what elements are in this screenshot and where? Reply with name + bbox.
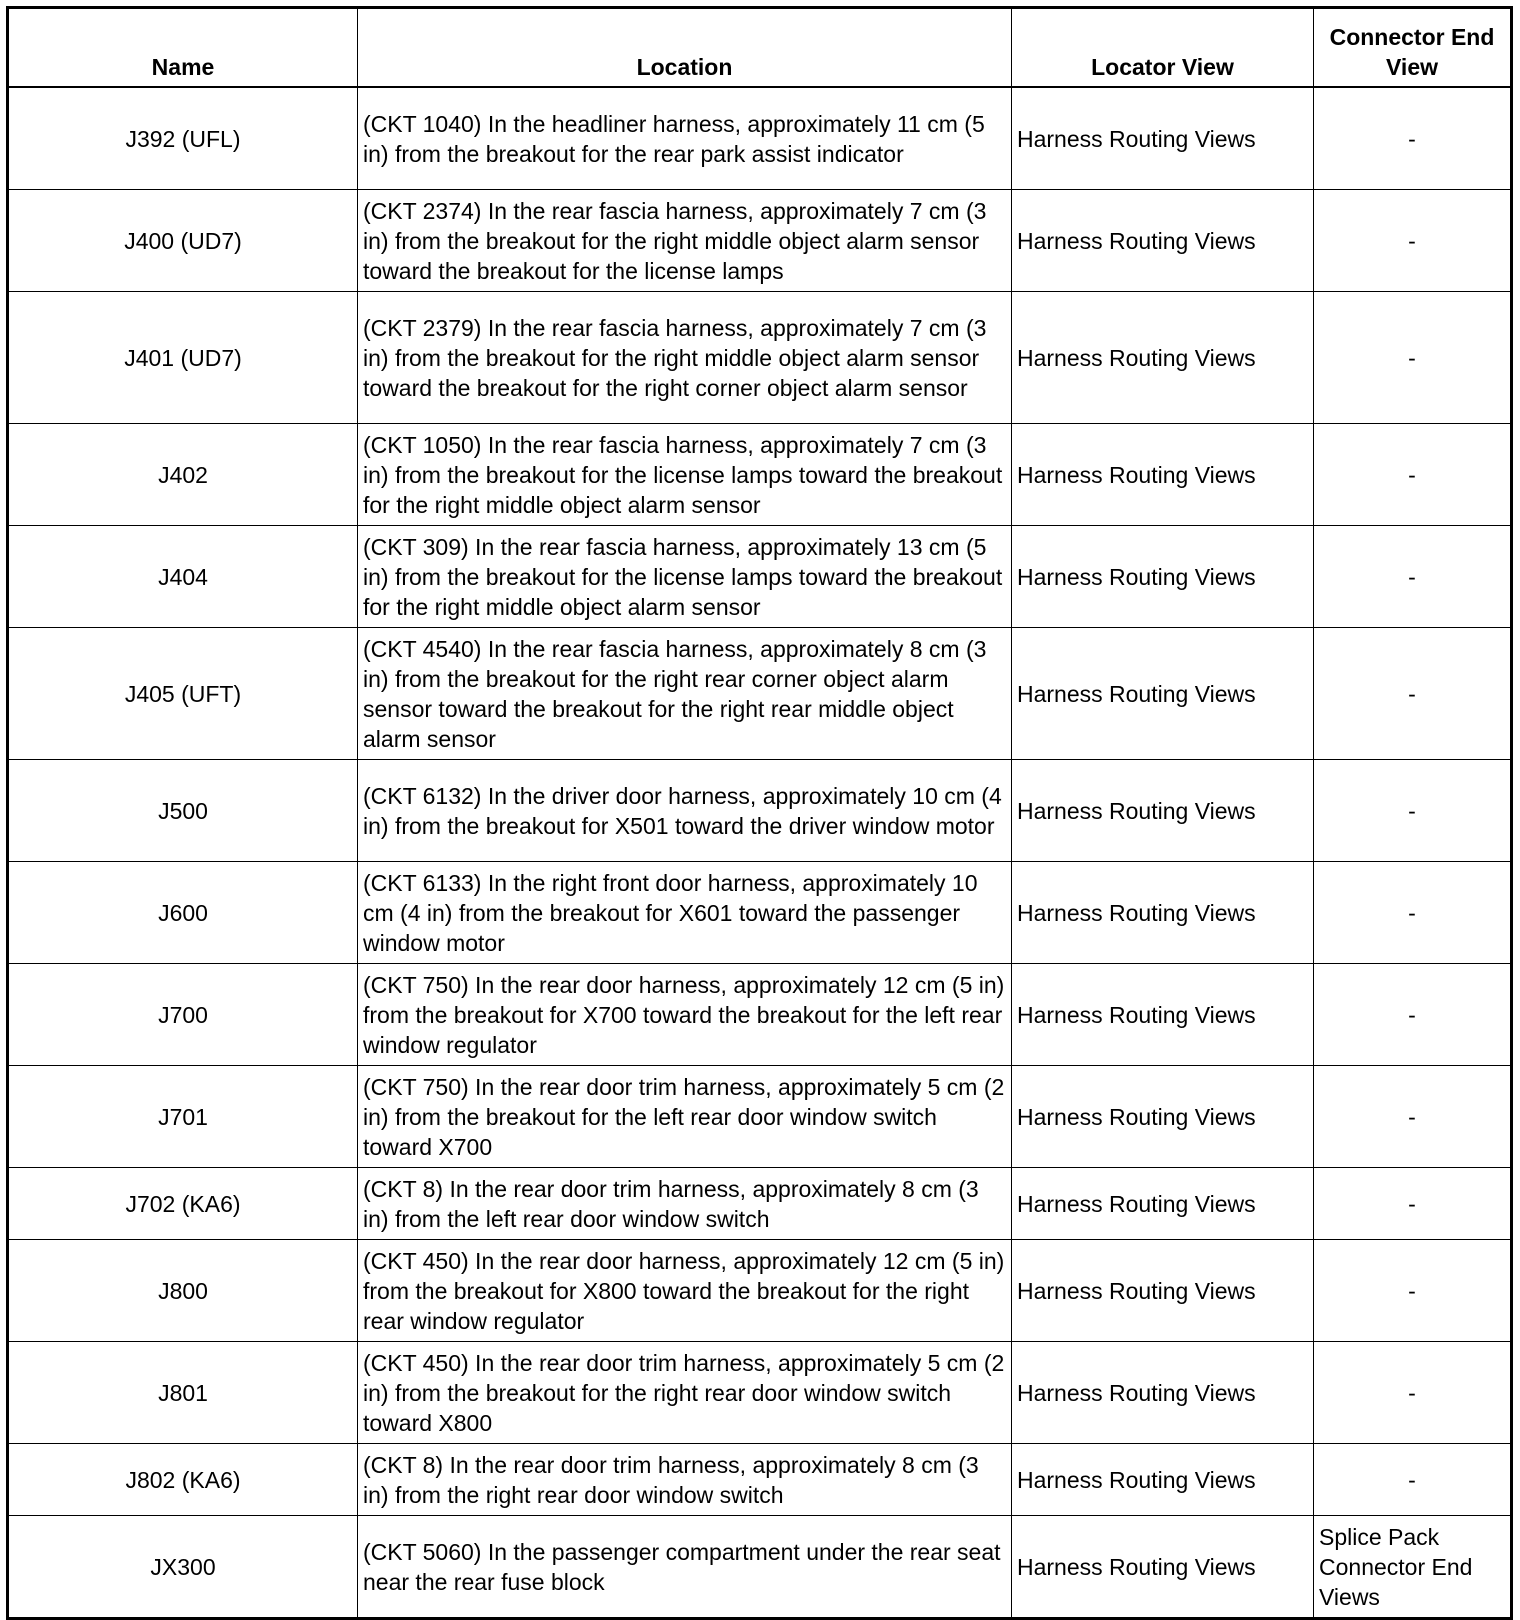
cell-location: (CKT 750) In the rear door harness, approximately 12 cm (5 in) from the breakout for X700 toward the breakout for the left rear window regulator <box>358 964 1012 1066</box>
table-row <box>8 87 1512 190</box>
cell-locator-view: Harness Routing Views <box>1012 1240 1314 1342</box>
cell-name: J802 (KA6) <box>8 1444 358 1516</box>
cell-location: (CKT 4540) In the rear fascia harness, approximately 8 cm (3 in) from the breakout for the right rear corner object alarm sensor toward the breakout for the right rear middle object alarm sensor <box>358 628 1012 760</box>
cell-location: (CKT 8) In the rear door trim harness, approximately 8 cm (3 in) from the left rear door window switch <box>358 1168 1012 1240</box>
cell-locator-view: Harness Routing Views <box>1012 1168 1314 1240</box>
cell-locator-view: Harness Routing Views <box>1012 964 1314 1066</box>
table-header-row <box>8 8 1512 88</box>
cell-locator-view: Harness Routing Views <box>1012 526 1314 628</box>
cell-connector-end-view: - <box>1314 964 1512 1066</box>
cell-connector-end-view: - <box>1314 1066 1512 1168</box>
header-locator-view: Locator View <box>1012 8 1314 88</box>
table-row <box>8 964 1512 1066</box>
cell-name: J401 (UD7) <box>8 292 358 424</box>
cell-location: (CKT 8) In the rear door trim harness, approximately 8 cm (3 in) from the right rear door window switch <box>358 1444 1012 1516</box>
cell-connector-end-view: - <box>1314 1168 1512 1240</box>
cell-location: (CKT 309) In the rear fascia harness, approximately 13 cm (5 in) from the breakout for the license lamps toward the breakout for the right middle object alarm sensor <box>358 526 1012 628</box>
cell-name: J404 <box>8 526 358 628</box>
cell-connector-end-view: - <box>1314 760 1512 862</box>
cell-location: (CKT 6133) In the right front door harness, approximately 10 cm (4 in) from the breakout for X601 toward the passenger window motor <box>358 862 1012 964</box>
cell-locator-view: Harness Routing Views <box>1012 1516 1314 1619</box>
table-row <box>8 526 1512 628</box>
table-row <box>8 760 1512 862</box>
cell-location: (CKT 2379) In the rear fascia harness, approximately 7 cm (3 in) from the breakout for the right middle object alarm sensor toward the breakout for the right corner object alarm sensor <box>358 292 1012 424</box>
cell-location: (CKT 5060) In the passenger compartment under the rear seat near the rear fuse block <box>358 1516 1012 1619</box>
table-row <box>8 1516 1512 1619</box>
cell-connector-end-view: - <box>1314 526 1512 628</box>
header-connector-end-view: Connector End View <box>1314 8 1512 88</box>
cell-locator-view: Harness Routing Views <box>1012 862 1314 964</box>
splice-location-table <box>6 6 1513 1620</box>
cell-location: (CKT 450) In the rear door trim harness, approximately 5 cm (2 in) from the breakout for the right rear door window switch toward X800 <box>358 1342 1012 1444</box>
cell-name: J400 (UD7) <box>8 190 358 292</box>
cell-locator-view: Harness Routing Views <box>1012 760 1314 862</box>
cell-name: J800 <box>8 1240 358 1342</box>
table-row <box>8 628 1512 760</box>
cell-connector-end-view: - <box>1314 424 1512 526</box>
cell-connector-end-view: - <box>1314 628 1512 760</box>
cell-name: J700 <box>8 964 358 1066</box>
cell-connector-end-view: Splice Pack Connector End Views <box>1314 1516 1512 1619</box>
cell-location: (CKT 1040) In the headliner harness, approximately 11 cm (5 in) from the breakout for the rear park assist indicator <box>358 87 1012 190</box>
cell-locator-view: Harness Routing Views <box>1012 292 1314 424</box>
cell-location: (CKT 750) In the rear door trim harness, approximately 5 cm (2 in) from the breakout for the left rear door window switch toward X700 <box>358 1066 1012 1168</box>
table-row <box>8 862 1512 964</box>
cell-name: JX300 <box>8 1516 358 1619</box>
table-row <box>8 1066 1512 1168</box>
cell-connector-end-view: - <box>1314 292 1512 424</box>
cell-name: J405 (UFT) <box>8 628 358 760</box>
cell-connector-end-view: - <box>1314 862 1512 964</box>
cell-name: J702 (KA6) <box>8 1168 358 1240</box>
table-row <box>8 424 1512 526</box>
cell-locator-view: Harness Routing Views <box>1012 628 1314 760</box>
cell-connector-end-view: - <box>1314 87 1512 190</box>
header-name: Name <box>8 8 358 88</box>
cell-name: J600 <box>8 862 358 964</box>
cell-name: J392 (UFL) <box>8 87 358 190</box>
cell-location: (CKT 2374) In the rear fascia harness, approximately 7 cm (3 in) from the breakout for the right middle object alarm sensor toward the breakout for the license lamps <box>358 190 1012 292</box>
cell-locator-view: Harness Routing Views <box>1012 1444 1314 1516</box>
header-location: Location <box>358 8 1012 88</box>
cell-connector-end-view: - <box>1314 1240 1512 1342</box>
cell-connector-end-view: - <box>1314 1342 1512 1444</box>
cell-location: (CKT 6132) In the driver door harness, approximately 10 cm (4 in) from the breakout for X501 toward the driver window motor <box>358 760 1012 862</box>
cell-name: J701 <box>8 1066 358 1168</box>
table-row <box>8 1168 1512 1240</box>
cell-connector-end-view: - <box>1314 1444 1512 1516</box>
table-row <box>8 292 1512 424</box>
cell-connector-end-view: - <box>1314 190 1512 292</box>
cell-location: (CKT 450) In the rear door harness, approximately 12 cm (5 in) from the breakout for X800 toward the breakout for the right rear window regulator <box>358 1240 1012 1342</box>
cell-location: (CKT 1050) In the rear fascia harness, approximately 7 cm (3 in) from the breakout for the license lamps toward the breakout for the right middle object alarm sensor <box>358 424 1012 526</box>
cell-name: J500 <box>8 760 358 862</box>
cell-locator-view: Harness Routing Views <box>1012 87 1314 190</box>
cell-locator-view: Harness Routing Views <box>1012 1342 1314 1444</box>
cell-locator-view: Harness Routing Views <box>1012 424 1314 526</box>
cell-name: J801 <box>8 1342 358 1444</box>
table-row <box>8 1444 1512 1516</box>
cell-locator-view: Harness Routing Views <box>1012 190 1314 292</box>
cell-name: J402 <box>8 424 358 526</box>
table-row <box>8 1342 1512 1444</box>
table-row <box>8 1240 1512 1342</box>
table-row <box>8 190 1512 292</box>
cell-locator-view: Harness Routing Views <box>1012 1066 1314 1168</box>
